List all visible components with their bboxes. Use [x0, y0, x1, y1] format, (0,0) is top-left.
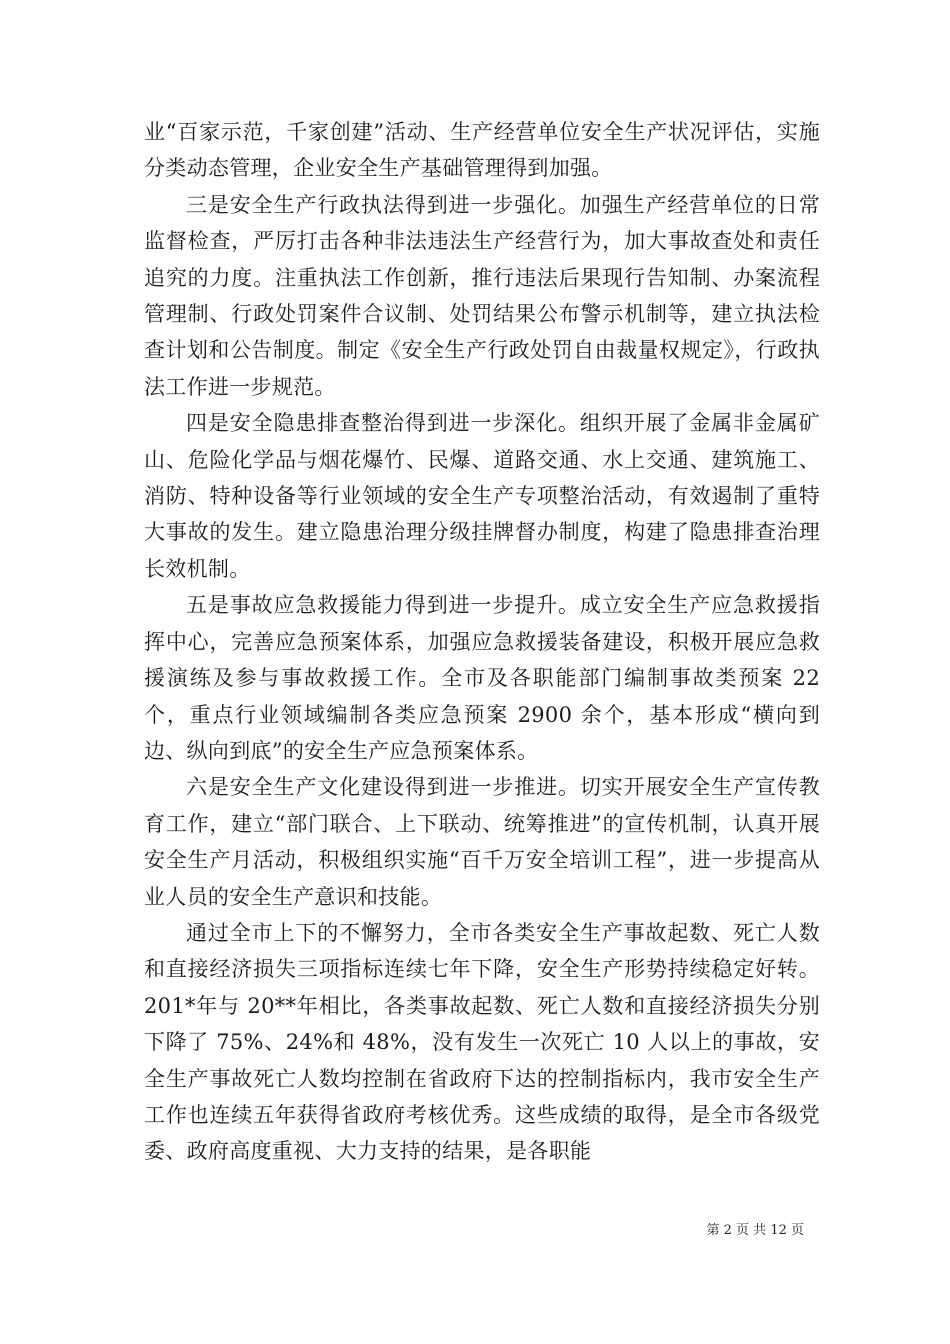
paragraph-3: 四是安全隐患排查整治得到进一步深化。组织开展了金属非金属矿山、危险化学品与烟花爆竹、民爆、道路交通、水上交通、建筑施工、消防、特种设备等行业领域的安全生产专项整治活动，有效遏制了重特大事故的发生。建立隐患治理分级挂牌督办制度，构建了隐患排查治理长效机制。: [144, 411, 820, 581]
paragraph-5: 六是安全生产文化建设得到进一步推进。切实开展安全生产宣传教育工作，建立“部门联合、上下联动、统筹推进”的宣传机制，认真开展安全生产月活动，积极组织实施“百千万安全培训工程”，进一步提高从业人员的安全生产意识和技能。: [144, 775, 820, 909]
paragraph-6: 通过全市上下的不懈努力，全市各类安全生产事故起数、死亡人数和直接经济损失三项指标连续七年下降，安全生产形势持续稳定好转。201*年与 20**年相比，各类事故起数、死亡人数和直接经济损失分别下降了 75%、24%和 48%，没有发生一次死亡 10 人以上的事故，安全生产事故死亡人数均控制在省政府下达的控制指标内，我市安全生产工作也连续五年获得省政府考核优秀。这些成绩的取得，是全市各级党委、政府高度重视、大力支持的结果，是各职能: [144, 920, 820, 1164]
document-body: [144, 114, 820, 1170]
page-number-footer: 第 2 页 共 12 页: [706, 1223, 804, 1238]
paragraph-2: 三是安全生产行政执法得到进一步强化。加强生产经营单位的日常监督检查，严厉打击各种非法违法生产经营行为，加大事故查处和责任追究的力度。注重执法工作创新，推行违法后果现行告知制、办案流程管理制、行政处罚案件合议制、处罚结果公布警示机制等，建立执法检查计划和公告制度。制定《安全生产行政处罚自由裁量权规定》，行政执法工作进一步规范。: [144, 192, 820, 399]
paragraph-1: 业“百家示范，千家创建”活动、生产经营单位安全生产状况评估，实施分类动态管理，企业安全生产基础管理得到加强。: [144, 120, 820, 181]
paragraph-4: 五是事故应急救援能力得到进一步提升。成立安全生产应急救援指挥中心，完善应急预案体系，加强应急救援装备建设，积极开展应急救援演练及参与事故救援工作。全市及各职能部门编制事故类预案 22 个，重点行业领域编制各类应急预案 2900 余个，基本形成“横向到边、纵向到底”的安全生产应急预案体系。: [144, 593, 820, 763]
